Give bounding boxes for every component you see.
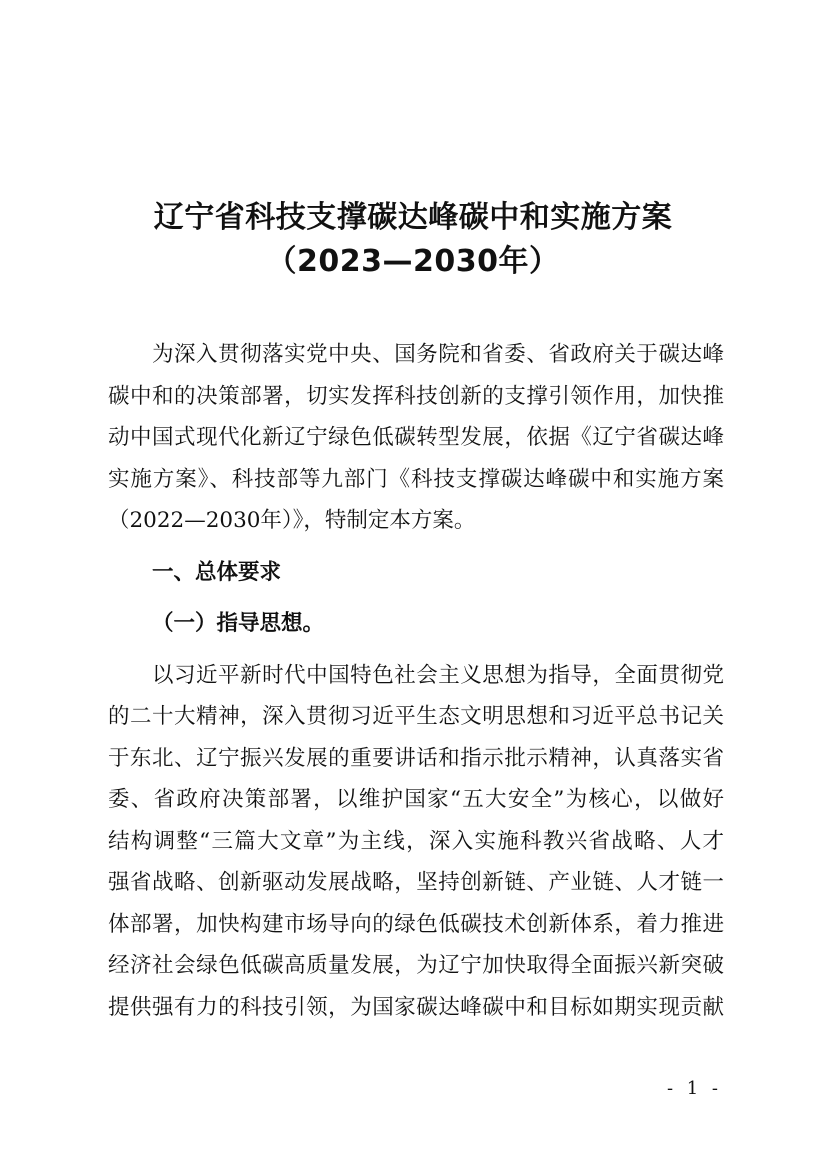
paragraph-line: （2022—2030年）》，特制定本方案。 [108, 508, 476, 533]
guiding-paragraph [108, 655, 724, 1029]
paragraph-line: 碳中和的决策部署，切实发挥科技创新的支撑引领作用，加快推 [108, 383, 724, 409]
paragraph-line: 委、省政府决策部署，以维护国家“五大安全”为核心，以做好 [108, 787, 724, 812]
page-number: - 1 - [666, 1078, 722, 1099]
paragraph-line: 于东北、辽宁振兴发展的重要讲话和指示批示精神，认真落实省 [108, 745, 724, 771]
document-body [108, 334, 724, 1028]
intro-paragraph [108, 334, 724, 542]
paragraph-line: 体部署，加快构建市场导向的绿色低碳技术创新体系，着力推进 [108, 911, 724, 937]
subsection-heading: （一）指导思想。 [152, 611, 325, 636]
paragraph-line: 提供强有力的科技引领，为国家碳达峰碳中和目标如期实现贡献 [108, 994, 724, 1020]
paragraph-line: 强省战略、创新驱动发展战略，坚持创新链、产业链、人才链一 [108, 870, 724, 895]
paragraph-line: 为深入贯彻落实党中央、国务院和省委、省政府关于碳达峰 [152, 342, 724, 367]
paragraph-line: 的二十大精神，深入贯彻习近平生态文明思想和习近平总书记关 [108, 704, 724, 729]
paragraph-line: 动中国式现代化新辽宁绿色低碳转型发展，依据《辽宁省碳达峰 [108, 425, 724, 450]
document-title: 辽宁省科技支撑碳达峰碳中和实施方案 [153, 200, 673, 235]
section-heading: 一、总体要求 [152, 559, 282, 585]
document-subtitle-years: （2023—2030年） [266, 244, 560, 279]
paragraph-line: 经济社会绿色低碳高质量发展，为辽宁加快取得全面振兴新突破 [108, 953, 724, 978]
paragraph-line: 以习近平新时代中国特色社会主义思想为指导，全面贯彻党 [152, 662, 724, 688]
paragraph-line: 结构调整“三篇大文章”为主线，深入实施科教兴省战略、人才 [108, 828, 724, 854]
paragraph-line: 实施方案》、科技部等九部门《科技支撑碳达峰碳中和实施方案 [108, 466, 724, 492]
